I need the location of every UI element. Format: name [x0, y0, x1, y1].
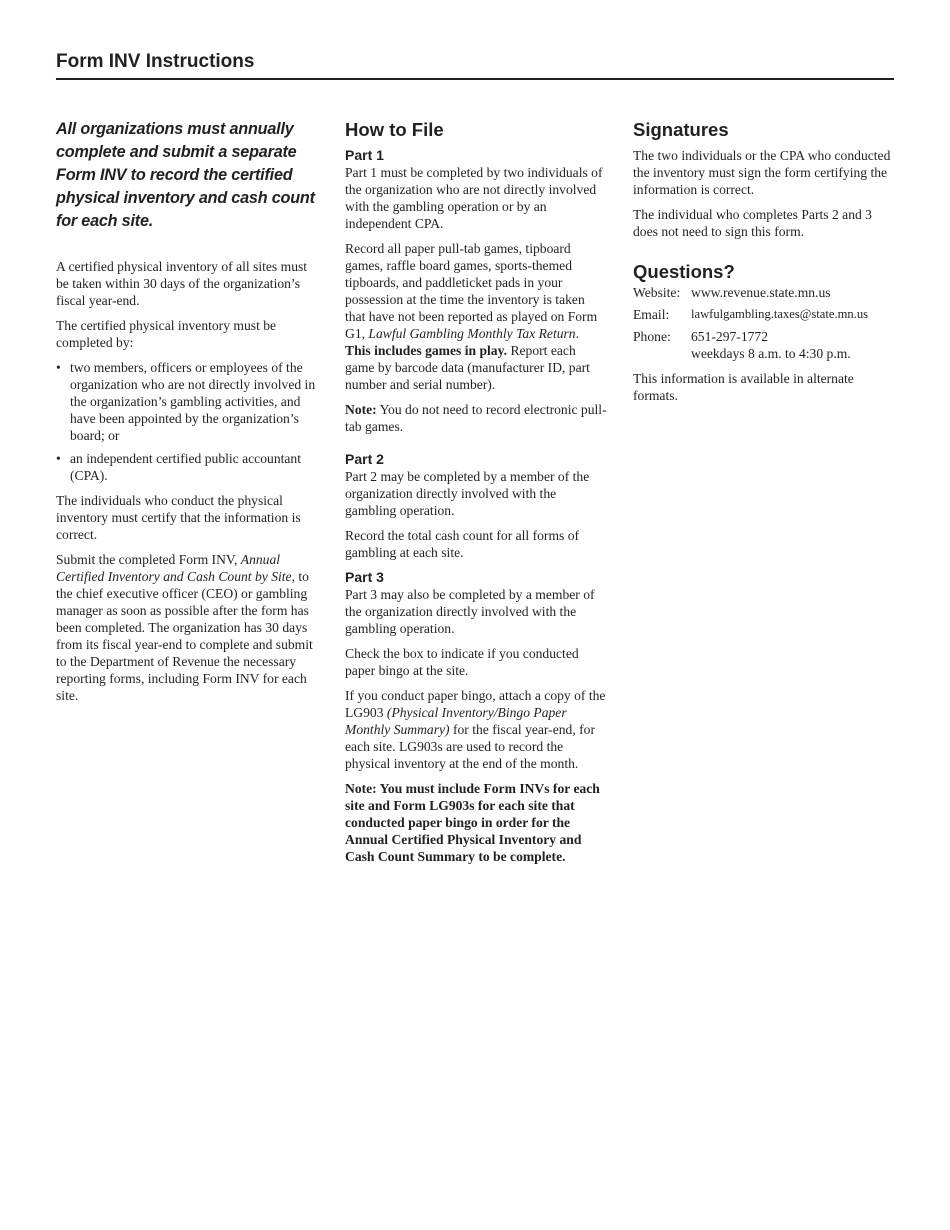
paragraph: Record the total cash count for all forms of gambling at each site.: [345, 528, 580, 560]
paragraph: A certified physical inventory of all sites must be taken within 30 days of the organization’s fiscal year-end.: [56, 259, 308, 308]
contact-label: Email:: [633, 307, 670, 322]
paragraph: The individuals who conduct the physical inventory must certify that the information is correct.: [56, 493, 301, 542]
contact-website: [633, 284, 895, 301]
bullet-list: [56, 359, 318, 484]
contact-email: [633, 306, 895, 323]
paragraph: Record all paper pull-tab games, tipboard games, raffle board games, sports-themed tipboards, and paddleticket pads in your possession at the time the inventory is taken that have not been reported as played on Form G1, Lawful Gambling Monthly Tax Return. This includes games in play. Report each game by barcode data (manufacturer ID, part number and serial number).: [345, 241, 598, 392]
section-heading: How to File: [345, 119, 444, 140]
list-item: • two members, officers or employees of the organization who are not directly involved in the organization’s gambling activities, and have been appointed by the organization’s board; or: [56, 359, 318, 444]
page-header: [56, 50, 894, 80]
paragraph: The two individuals or the CPA who conducted the inventory must sign the form certifying the information is correct.: [633, 148, 891, 197]
contact-label: Phone:: [633, 329, 671, 344]
column-intro: [56, 118, 318, 712]
paragraph: Submit the completed Form INV, Annual Certified Inventory and Cash Count by Site, to the chief executive officer (CEO) or gambling manager as soon as possible after the form has been completed. The organization has 30 days from its fiscal year-end to complete and submit to the Department of Revenue the necessary reporting forms, including Form INV for each site.: [56, 552, 313, 703]
section-heading: Questions?: [633, 261, 735, 282]
paragraph: The individual who completes Parts 2 and 3 does not need to sign this form.: [633, 207, 872, 239]
page-title: Form INV Instructions: [56, 51, 255, 72]
paragraph: This information is available in alternate formats.: [633, 371, 854, 403]
column-how-to-file: [345, 118, 607, 873]
paragraph: Part 1 must be completed by two individuals of the organization who are not directly involved with the gambling operation or by an independent CPA.: [345, 165, 603, 231]
subsection-heading: Part 2: [345, 451, 384, 467]
paragraph: The certified physical inventory must be completed by:: [56, 318, 277, 350]
intro-callout: All organizations must annually complete and submit a separate Form INV to record the certified physical inventory and cash count for each site.: [56, 120, 315, 230]
website-link[interactable]: www.revenue.state.mn.us: [691, 285, 831, 300]
contact-label: Website:: [633, 285, 681, 300]
paragraph: Part 2 may be completed by a member of the organization directly involved with the gambling operation.: [345, 469, 590, 518]
note: Note: You do not need to record electronic pull-tab games.: [345, 402, 607, 434]
email-link[interactable]: lawfulgambling.taxes@state.mn.us: [691, 307, 869, 321]
phone-value: 651-297-1772 weekdays 8 a.m. to 4:30 p.m.: [691, 329, 851, 361]
paragraph: If you conduct paper bingo, attach a copy of the LG903 (Physical Inventory/Bingo Paper Monthly Summary) for the fiscal year-end, for each site. LG903s are used to record the physical inventory at the end of the month.: [345, 688, 606, 771]
paragraph: Part 3 may also be completed by a member of the organization directly involved with the gambling operation.: [345, 587, 595, 636]
section-heading: Signatures: [633, 119, 729, 140]
subsection-heading: Part 1: [345, 147, 384, 163]
column-signatures-questions: [633, 118, 895, 412]
note: Note: You must include Form INVs for each site and Form LG903s for each site that conducted paper bingo in order for the Annual Certified Physical Inventory and Cash Count Summary to be complete.: [345, 781, 600, 864]
paragraph: Check the box to indicate if you conducted paper bingo at the site.: [345, 646, 579, 678]
list-item: • an independent certified public accountant (CPA).: [56, 450, 318, 484]
contact-phone: [633, 328, 895, 362]
subsection-heading: Part 3: [345, 569, 384, 585]
